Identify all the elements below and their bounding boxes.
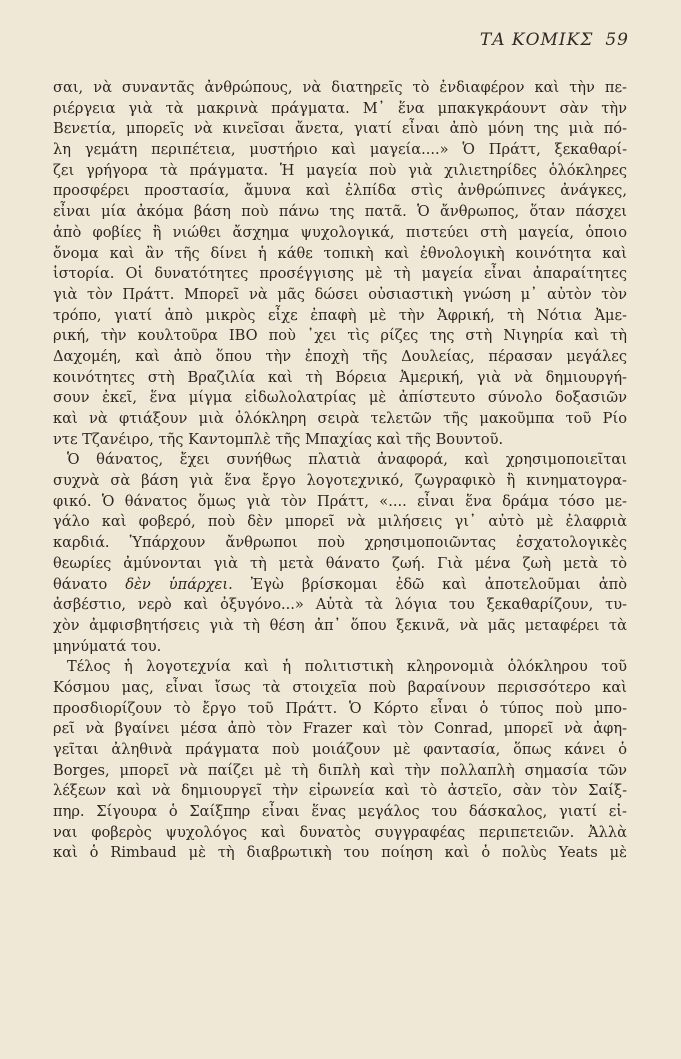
- text-line: χὸν ἀμφισβητήσεις γιὰ τὴ θέση ἀπ᾿ ὅπου ξεκινᾶ, νὰ μᾶς μεταφέρει τὰ: [53, 616, 627, 634]
- text-line: σαι, νὰ συναντᾶς ἀνθρώπους, νὰ διατηρεῖς τὸ ἐνδιαφέρον καὶ τὴν πε-: [53, 79, 627, 96]
- text-line: κοινότητες στὴ Βραζιλία καὶ τὴ Βόρεια Ἀμερική, γιὰ νὰ δημιουργή-: [53, 368, 627, 386]
- paragraph: [53, 450, 627, 657]
- text-line: προσδιορίζουν τὸ ἔργο τοῦ Πράττ. Ὁ Κόρτο εἶναι ὁ τύπος ποὺ μπο-: [53, 699, 627, 717]
- text-line: ρεῖ νὰ βγαίνει μέσα ἀπὸ τὸν Frazer καὶ τὸν Conrad, μπορεῖ νὰ ἀφη-: [53, 720, 627, 738]
- text-line: Κόσμου μας, εἶναι ἴσως τὰ στοιχεῖα ποὺ βαραίνουν περισσότερο καὶ: [53, 678, 627, 696]
- text-line: τρόπο, γιατί ἀπὸ μικρὸς εἶχε ἐπαφὴ μὲ τὴν Ἀφρική, τὴ Νότια Ἀμε-: [53, 306, 627, 324]
- text-line: εἶναι μία ἀκόμα βάση ποὺ πάνω της πατᾶ. Ὁ ἄνθρωπος, ὅταν πάσχει: [53, 203, 627, 221]
- body-text: [53, 78, 627, 864]
- text-line: ρική, τὴν κουλτοῦρα IBO ποὺ ᾽χει τὶς ρίζες της στὴ Νιγηρία καὶ τὴ: [53, 327, 627, 345]
- text-line: λέξεων καὶ νὰ δημιουργεῖ τὴν εἰρωνεία καὶ τὸ ἀστεῖο, σὰν τὸν Σαίξ-: [53, 782, 627, 800]
- text-line: προσφέρει προστασία, ἄμυνα καὶ ἐλπίδα στὶς ἀνθρώπινες ἀνάγκες,: [53, 182, 627, 200]
- text-line: θάνατο δὲν ὑπάρχει. Ἐγὼ βρίσκομαι ἐδῶ καὶ ἀποτελοῦμαι ἀπὸ: [53, 575, 627, 593]
- text-line: ἱστορία. Οἱ δυνατότητες προσέγγισης μὲ τὴ μαγεία εἶναι ἀπαραίτητες: [53, 265, 627, 283]
- text-line: φικό. Ὁ θάνατος ὅμως γιὰ τὸν Πράττ, «.... εἶναι ἕνα δράμα τόσο με-: [53, 492, 627, 510]
- text-line: συχνὰ σὰ βάση γιὰ ἕνα ἔργο λογοτεχνικό, ζωγραφικὸ ἢ κινηματογρα-: [53, 472, 627, 490]
- text-line: ναι φοβερὸς ψυχολόγος καὶ δυνατὸς συγγραφέας περιπετειῶν. Ἀλλὰ: [53, 823, 627, 841]
- paragraph: [53, 657, 627, 864]
- text-line: Βενετία, μπορεῖς νὰ κινεῖσαι ἄνετα, γιατί εἶναι ἀπὸ μόνη της μιὰ πό-: [53, 120, 627, 138]
- page-number: 59: [605, 30, 629, 50]
- running-header: [480, 30, 629, 50]
- text-line: Δαχομέη, καὶ ἀπὸ ὅπου τὴν ἐποχὴ τῆς Δουλείας, πέρασαν μεγάλες: [53, 347, 627, 365]
- text-line: λη γεμάτη περιπέτεια, μυστήριο καὶ μαγεία....» Ὁ Πράττ, ξεκαθαρί-: [53, 141, 627, 159]
- text-line: ἀπὸ φοβίες ἢ νιώθει ἄσχημα ψυχολογικά, πιστεύει στὴ μαγεία, ὁποιο: [53, 223, 627, 241]
- text-line: Τέλος ἡ λογοτεχνία καὶ ἡ πολιτιστικὴ κληρονομιὰ ὁλόκληρου τοῦ: [67, 658, 627, 676]
- text-line: σουν ἐκεῖ, ἕνα μίγμα εἰδωλολατρίας μὲ ἀπίστευτο σύνολο δοξασιῶν: [53, 389, 627, 407]
- text-line: ριέργεια γιὰ τὰ μακρινὰ πράγματα. Μ᾿ ἕνα μπακγκράουντ σὰν τὴν: [53, 99, 627, 117]
- text-line: μηνύματά του.: [53, 637, 162, 655]
- paragraph: [53, 78, 627, 450]
- text-line: καὶ ὁ Rimbaud μὲ τὴ διαβρωτικὴ του ποίηση καὶ ὁ πολὺς Yeats μὲ: [53, 844, 627, 862]
- text-line: ὄνομα καὶ ἂν τῆς δίνει ἡ κάθε τοπικὴ καὶ ἐθνολογικὴ κοινότητα καὶ: [53, 244, 627, 262]
- text-line: Borges, μπορεῖ νὰ παίζει μὲ τὴ διπλὴ καὶ τὴν πολλαπλὴ σημασία τῶν: [53, 761, 627, 779]
- text-line: γιὰ τὸν Πράττ. Μπορεῖ νὰ μᾶς δώσει οὐσιαστικὴ γνώση μ᾿ αὐτὸν τὸν: [53, 285, 627, 303]
- text-line: πηρ. Σίγουρα ὁ Σαίξπηρ εἶναι ἕνας μεγάλος του δάσκαλος, γιατί εἰ-: [53, 803, 627, 821]
- text-line: γεῖται ἀληθινὰ πράγματα ποὺ μοιάζουν μὲ φαντασία, ὅπως κάνει ὁ: [53, 741, 627, 758]
- text-line: καρδιά. Ὑπάρχουν ἄνθρωποι ποὺ χρησιμοποιῶντας ἐσχατολογικὲς: [53, 534, 627, 552]
- text-line: ἀσβέστιο, νερὸ καὶ ὀξυγόνο...» Αὐτὰ τὰ λόγια του ξεκαθαρίζουν, τυ-: [53, 596, 627, 614]
- text-line: ντε Τζανέιρο, τῆς Καντομπλὲ τῆς Μπαχίας καὶ τῆς Βουντοῦ.: [53, 430, 504, 448]
- text-line: θεωρίες ἀμύνονται γιὰ τὴ μετὰ θάνατο ζωή. Γιὰ μένα ζωὴ μετὰ τὸ: [53, 554, 627, 572]
- running-title: ΤΑ ΚΟΜΙΚΣ: [479, 30, 594, 50]
- text-line: καὶ νὰ φτιάξουν μιὰ ὁλόκληρη σειρὰ τελετῶν τῆς μακοῦμπα τοῦ Ρίο: [53, 410, 627, 427]
- text-line: ζει γρήγορα τὰ πράγματα. Ἡ μαγεία ποὺ γιὰ χιλιετηρίδες ὁλόκληρες: [53, 161, 627, 179]
- text-line: γάλο καὶ φοβερό, ποὺ δὲν μπορεῖ νὰ μιλήσεις γι᾿ αὐτὸ μὲ ἐλαφριὰ: [53, 513, 627, 531]
- text-line: Ὁ θάνατος, ἔχει συνήθως πλατιὰ ἀναφορά, καὶ χρησιμοποιεῖται: [67, 451, 627, 469]
